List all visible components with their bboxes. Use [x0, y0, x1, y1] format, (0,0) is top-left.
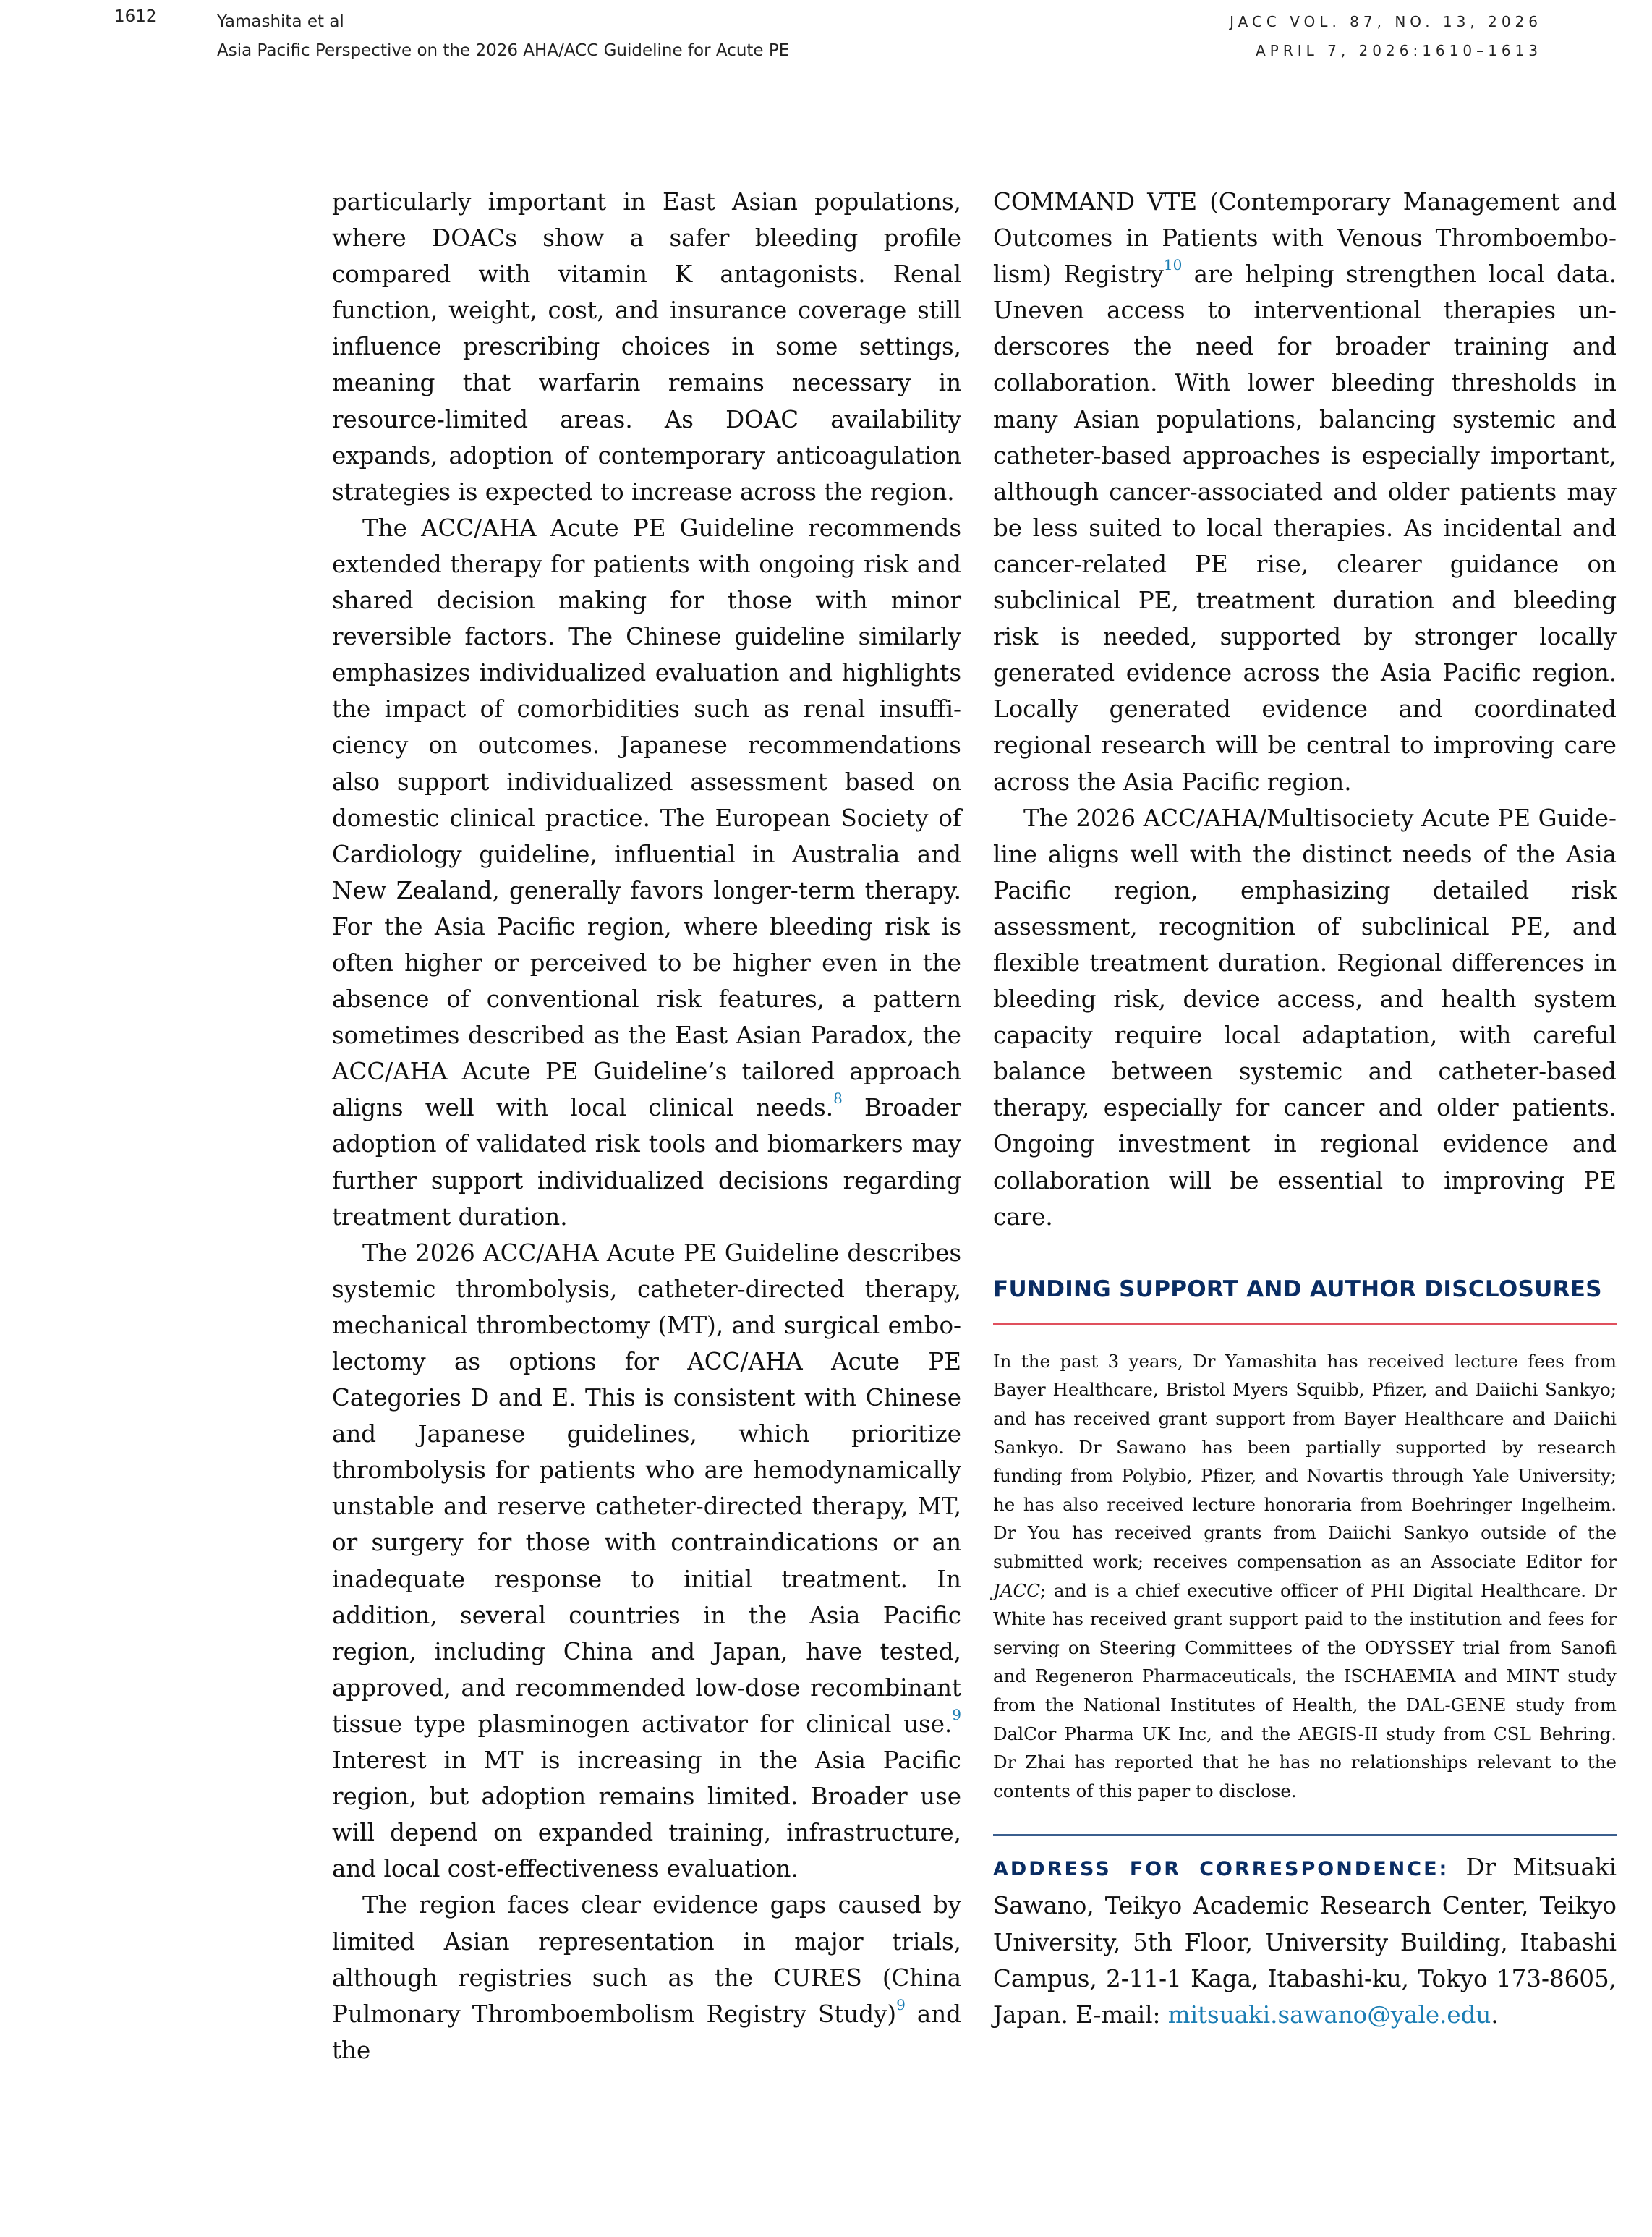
paragraph-text: The region faces clear evidence gaps caused by limited Asian representation in major trials, although registries such as the CURES (China Pulmonary Thromboembolism Registry Study): [332, 1891, 961, 2028]
right-column: [993, 184, 1617, 2033]
reference-link[interactable]: 10: [1163, 256, 1183, 274]
reference-link[interactable]: 9: [896, 1995, 906, 2013]
body-paragraph: [332, 1235, 961, 1888]
left-column: [332, 184, 961, 2068]
body-paragraph: particularly important in East Asian populations, where DOACs show a safer bleeding profile compared with vitamin K antagonists. Renal function, weight, cost, and insurance coverage still influence prescribing choices in some settings, meaning that warfarin remains necessary in resource-limited areas. As DOAC availability expands, adoption of contemporary anticoagulation strategies is expected to increase across the region.: [332, 188, 961, 506]
body-paragraph: [332, 510, 961, 1235]
email-link[interactable]: mitsuaki.sawano@yale.edu: [1167, 2000, 1491, 2029]
paragraph-text: are helping strengthen local data. Uneven access to interventional therapies underscores the need for broader training and collaboration. With lower bleeding thresholds in many Asian populations, balancing systemic and catheter-based approaches is especially important, although cancer-associated and older patients may be less suited to local therapies. As incidental and cancer-related PE rise, clearer guidance on subclinical PE, treatment duration and bleeding risk is needed, supported by stronger locally generated evidence across the Asia Pacific region. Locally generated evidence and coordinated regional research will be central to improving care across the Asia Pacific region.: [993, 260, 1617, 796]
correspondence-end: .: [1491, 2000, 1499, 2029]
correspondence-label: ADDRESS FOR CORRESPONDENCE:: [993, 1858, 1449, 1881]
journal-name: JACC: [993, 1579, 1041, 1601]
header-journal-date: APRIL 7, 2026:1610–1613: [1256, 42, 1542, 59]
funding-heading: FUNDING SUPPORT AND AUTHOR DISCLOSURES: [993, 1275, 1602, 1302]
running-header-right: [1230, 7, 1542, 65]
paragraph-text: The ACC/AHA Acute PE Guideline recommends extended therapy for patients with ongoing risk and shared decision making for those with minor reversible factors. The Chinese guideline similarly emphasizes individualized evaluation and highlights the impact of comorbidities such as renal insufficiency on outcomes. Japanese recommendations also support individualized assessment based on domestic clinical practice. The European Society of Cardiology guideline, influential in Australia and New Zealand, generally favors longer-term therapy. For the Asia Pacific region, where bleeding risk is often higher or perceived to be higher even in the absence of conventional risk features, a pattern sometimes described as the East Asian Paradox, the ACC/AHA Acute PE Guideline’s tailored approach aligns well with local clinical needs.: [332, 514, 961, 1122]
funding-divider: [993, 1323, 1617, 1325]
correspondence-paragraph: [993, 1849, 1617, 2032]
funding-disclosures-text: [993, 1347, 1617, 1806]
reference-link[interactable]: 9: [952, 1705, 961, 1723]
page-number: 1612: [114, 7, 157, 26]
correspondence-address: Dr Mitsuaki Sawano, Teikyo Academic Research Center, Teikyo University, 5th Floor, University Building, Itabashi Campus, 2-11-1 Kaga, Itabashi-ku, Tokyo 173-8605, Japan. E-mail:: [993, 1854, 1617, 2029]
disclosure-text: In the past 3 years, Dr Yamashita has received lecture fees from Bayer Healthcare, Bristol Myers Squibb, Pfizer, and Daiichi Sankyo; and has received grant support from Bayer Healthcare and Daiichi Sankyo. Dr Sawano has been partially supported by research funding from Polybio, Pfizer, and Novartis through Yale University; he has also received lecture honoraria from Boehringer Ingelheim. Dr You has received grants from Daiichi Sankyo outside of the submitted work; receives compensation as an Associate Editor for: [993, 1350, 1617, 1572]
running-header-left: [217, 7, 789, 65]
disclosure-text: ; and is a chief executive officer of PHI Digital Healthcare. Dr White has received grant support paid to the institution and fees for serving on Steering Committees of the ODYSSEY trial from Sanofi and Regeneron Pharmaceuticals, the ISCHAEMIA and MINT study from the National Institutes of Health, the DAL-GENE study from DalCor Pharma UK Inc, and the AEGIS-II study from CSL Behring. Dr Zhai has reported that he has no relationships relevant to the contents of this paper to disclose.: [993, 1579, 1617, 1801]
body-paragraph: [993, 184, 1617, 800]
correspondence-divider: [993, 1834, 1617, 1836]
paragraph-text: The 2026 ACC/AHA Acute PE Guideline describes systemic thrombolysis, catheter-directed therapy, mechanical thrombectomy (MT), and surgical embolectomy as options for ACC/AHA Acute PE Categories D and E. This is consistent with Chinese and Japanese guidelines, which prioritize thrombolysis for patients who are hemodynamically unstable and reserve catheter-directed therapy, MT, or surgery for those with contraindications or an inadequate response to initial treatment. In addition, several countries in the Asia Pacific region, including China and Japan, have tested, approved, and recommended low-dose recombinant tissue type plasminogen activator for clinical use.: [332, 1239, 961, 1738]
body-paragraph: [332, 1887, 961, 2068]
paragraph-text: Broader adoption of validated risk tools and biomarkers may further support individualized decisions regarding treatment duration.: [332, 1094, 961, 1231]
header-running-title: Asia Pacific Perspective on the 2026 AHA/ACC Guideline for Acute PE: [217, 41, 790, 60]
body-paragraph: The 2026 ACC/AHA/Multisociety Acute PE Guideline aligns well with the distinct needs of the Asia Pacific region, emphasizing detailed risk assessment, recognition of subclinical PE, and flexible treatment duration. Regional differences in bleeding risk, device access, and health system capacity require local adaptation, with careful balance between systemic and catheter-based therapy, especially for cancer and older patients. Ongoing investment in regional evidence and collaboration will be essential to improving PE care.: [993, 804, 1617, 1231]
header-journal-volume: JACC VOL. 87, NO. 13, 2026: [1230, 13, 1542, 30]
paragraph-text: Interest in MT is increasing in the Asia Pacific region, but adoption remains limited. Broader use will depend on expanded training, infrastructure, and local cost-effectiveness evaluation.: [332, 1746, 961, 1883]
paragraph-text: and the: [332, 2000, 961, 2064]
paragraph-text: COMMAND VTE (Contemporary Management and Outcomes in Patients with Venous Thromboembolism) Registry: [993, 188, 1617, 289]
header-authors: Yamashita et al: [217, 12, 344, 31]
reference-link[interactable]: 8: [833, 1090, 843, 1108]
